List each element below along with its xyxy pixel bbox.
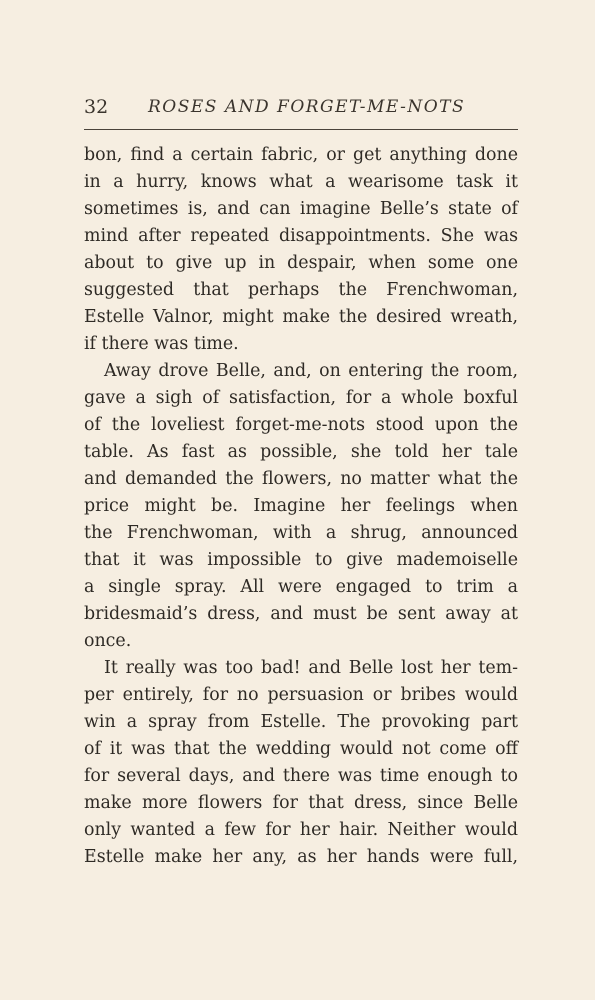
text-line: It really was too bad! and Belle lost her tem- (104, 658, 518, 678)
text-line: gave a sigh of satisfaction, for a whole boxful (84, 388, 518, 408)
text-line: make more flowers for that dress, since Belle (84, 793, 518, 813)
running-head: ROSES AND FORGET-ME-NOTS (148, 97, 466, 117)
text-line: mind after repeated disappointments. She was (84, 226, 518, 246)
text-line: a single spray. All were engaged to trim a (84, 577, 518, 597)
text-line: in a hurry, knows what a wearisome task it (84, 172, 518, 192)
text-line: if there was time. (84, 334, 239, 354)
text-line: once. (84, 631, 132, 651)
text-line: Estelle make her any, as her hands were full, (84, 847, 518, 867)
text-line: of it was that the wedding would not come off (84, 739, 518, 759)
body-text (84, 142, 518, 871)
text-line: the Frenchwoman, with a shrug, announced (84, 523, 518, 543)
text-line: Away drove Belle, and, on entering the room, (104, 361, 518, 381)
text-line: that it was impossible to give mademoiselle (84, 550, 518, 570)
header-rule (84, 129, 518, 130)
text-line: for several days, and there was time enough to (84, 766, 518, 786)
text-line: price might be. Imagine her feelings when (84, 496, 518, 516)
text-line: per entirely, for no persuasion or bribes would (84, 685, 518, 705)
text-line: bon, find a certain fabric, or get anything done (84, 145, 518, 165)
page-number: 32 (84, 96, 109, 118)
text-line: sometimes is, and can imagine Belle’s state of (84, 199, 518, 219)
text-line: table. As fast as possible, she told her tale (84, 442, 518, 462)
text-line: only wanted a few for her hair. Neither would (84, 820, 518, 840)
page-header (84, 94, 518, 120)
text-line: and demanded the flowers, no matter what the (84, 469, 518, 489)
text-line: suggested that perhaps the Frenchwoman, (84, 280, 518, 300)
text-line: Estelle Valnor, might make the desired wreath, (84, 307, 518, 327)
text-line: win a spray from Estelle. The provoking part (84, 712, 518, 732)
text-line: of the loveliest forget-me-nots stood upon the (84, 415, 518, 435)
text-line: bridesmaid’s dress, and must be sent away at (84, 604, 518, 624)
text-line: about to give up in despair, when some one (84, 253, 518, 273)
